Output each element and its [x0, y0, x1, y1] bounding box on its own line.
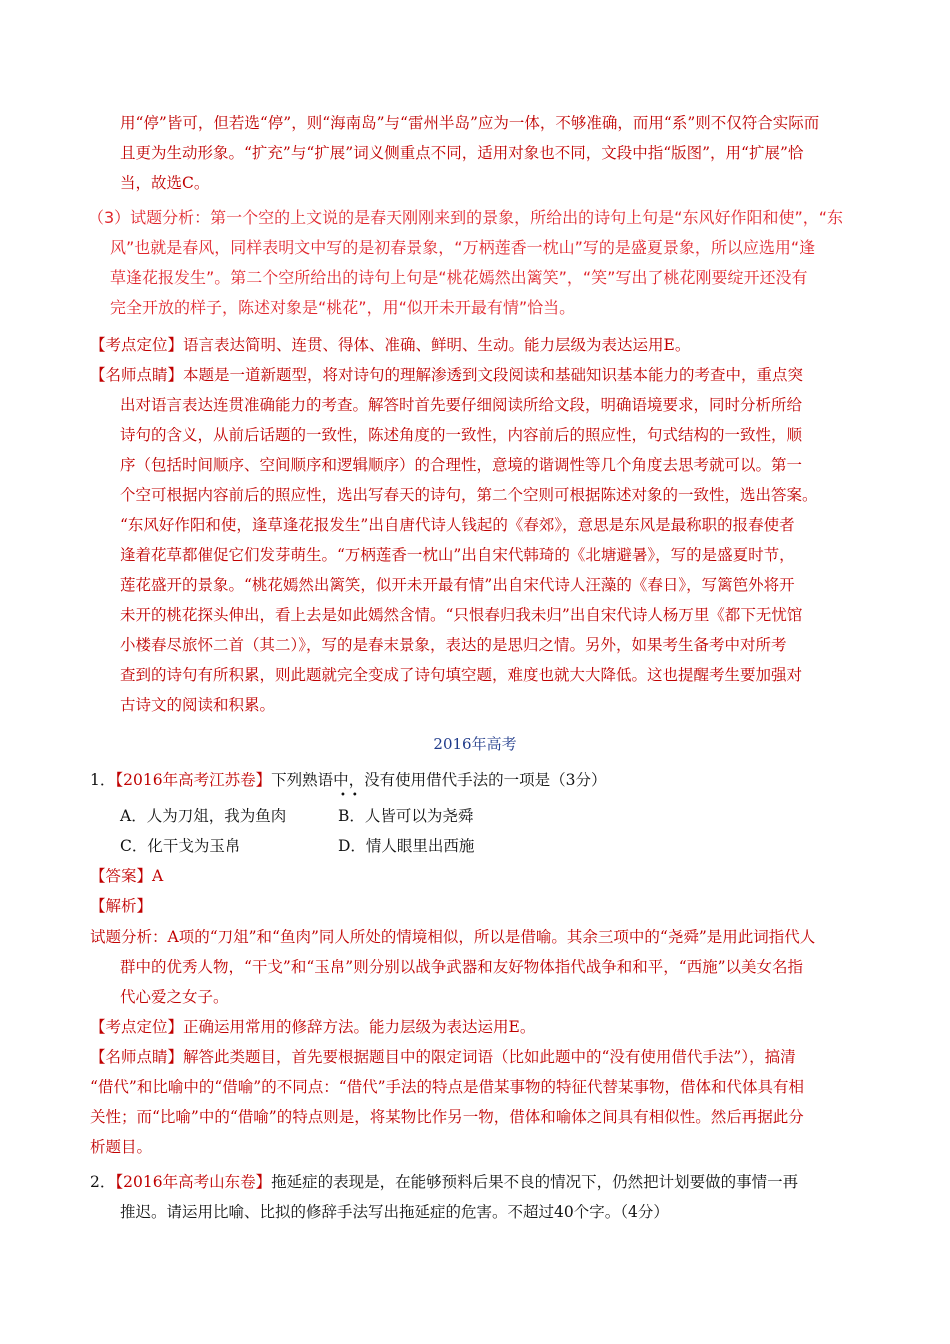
option-b: B．人皆可以为尧舜 [338, 807, 474, 825]
text-line: 完全开放的样子，陈述对象是“桃花”，用“似开未开最有情”恰当。 [110, 298, 576, 317]
text-line: 群中的优秀人物，“干戈”和“玉帛”则分别以战争武器和友好物体指代战争和和平，“西施”以美女名指 [120, 958, 804, 976]
question-source: 【2016年高考江苏卷】 [115, 771, 272, 789]
option-a: A．人为刀俎，我为鱼肉 [120, 807, 287, 825]
question-2 [90, 1167, 870, 1227]
key-point-1: 【考点定位】语言表达简明、连贯、得体、准确、鲜明、生动。能力层级为表达运用E。 [90, 336, 691, 354]
question-stem-line: 拖延症的表现是，在能够预料后果不良的情况下，仍然把计划要做的事情一再 [271, 1173, 799, 1191]
option-c: C．化干戈为玉帛 [120, 837, 241, 855]
answer: 【答案】A [90, 867, 164, 885]
text-line: 逢着花草都催促它们发芽萌生。“万柄莲香一枕山”出自宋代韩琦的《北塘避暑》，写的是盛夏时节， [120, 546, 795, 564]
text-line: 用“停”皆可，但若选“停”，则“海南岛”与“雷州半岛”应为一体，不够准确，而用“系”则不仅符合实际而 [120, 114, 820, 132]
text-line: 当，故选C。 [120, 174, 210, 192]
text-line: 古诗文的阅读和积累。 [120, 696, 276, 714]
text-line: 试题分析：A项的“刀俎”和“鱼肉”同人所处的情境相似，所以是借喻。其余三项中的“尧舜”是用此词指代人 [90, 928, 816, 946]
teacher-note-2 [90, 1042, 870, 1162]
text-line: 查到的诗句有所积累，则此题就完全变成了诗句填空题，难度也就大大降低。这也提醒考生要加强对 [120, 666, 803, 684]
text-line: 诗句的含义，从前后话题的一致性，陈述角度的一致性，内容前后的照应性，句式结构的一致性，顺 [120, 426, 803, 444]
text-line: 个空可根据内容前后的照应性，选出写春天的诗句，第二个空则可根据陈述对象的一致性，选出答案。 [120, 486, 818, 504]
text-line: 【名师点睛】解答此类题目，首先要根据题目中的限定词语（比如此题中的“没有使用借代手法”），搞清 [90, 1048, 796, 1066]
text-line: 莲花盛开的景象。“桃花嫣然出篱笑，似开未开最有情”出自宋代诗人汪藻的《春日》，写篱笆外将开 [120, 576, 795, 594]
text-line: 小楼春尽旅怀二首（其二）》，写的是春末景象，表达的是思归之情。另外，如果考生备考中对所考 [120, 636, 787, 654]
question-number: 1． [90, 771, 116, 789]
text-line: “借代”和比喻中的“借喻”的不同点：“借代”手法的特点是借某事物的特征代替某事物，借体和代体具有相 [90, 1078, 805, 1096]
teacher-note-1 [90, 360, 870, 720]
analysis-text [90, 922, 870, 1012]
text-line: 草逢花报发生”。第二个空所给出的诗句上句是“桃花嫣然出篱笑”，“笑”写出了桃花刚要绽开还没有 [110, 268, 808, 287]
text-line: 未开的桃花探头伸出，看上去是如此嫣然含情。“只恨春归我未归”出自宋代诗人杨万里《都下无忧馆 [120, 606, 803, 624]
text-line: 关性；而“比喻”中的“借喻”的特点则是，将某物比作另一物，借体和喻体之间具有相似性。然后再据此分 [90, 1108, 804, 1126]
text-line: 析题目。 [90, 1138, 153, 1156]
question-1 [90, 765, 870, 795]
text-line: “东风好作阳和使，逢草逢花报发生”出自唐代诗人钱起的《春郊》，意思是东风是最称职的报春使者 [120, 516, 795, 534]
question-stem-line: 推迟。请运用比喻、比拟的修辞手法写出拖延症的危害。不超过40个字。（4分） [120, 1203, 669, 1221]
text-line: 风”也就是春风，同样表明文中写的是初春景象，“万柄莲香一枕山”写的是盛夏景象，所以应选用“逢 [110, 238, 816, 257]
analysis-label: 【解析】 [90, 897, 153, 915]
key-point-2: 【考点定位】正确运用常用的修辞方法。能力层级为表达运用E。 [90, 1018, 536, 1036]
text-line: 代心爱之女子。 [120, 988, 229, 1006]
option-d: D．情人眼里出西施 [338, 837, 475, 855]
text-line: 且更为生动形象。“扩充”与“扩展”词义侧重点不同，适用对象也不同，文段中指“版图”，用“扩展”恰 [120, 144, 804, 162]
question-source: 【2016年高考山东卷】 [115, 1173, 272, 1191]
question-number: 2． [90, 1173, 116, 1191]
analysis-part3 [88, 203, 868, 323]
text-line: 出对语言表达连贯准确能力的考查。解答时首先要仔细阅读所给文段，明确语境要求，同时分析所给 [120, 396, 803, 414]
emphasis-dots: •• [340, 790, 364, 801]
analysis-continuation [90, 108, 900, 198]
section-heading: 2016年高考 [433, 735, 517, 753]
text-line: 序（包括时间顺序、空间顺序和逻辑顺序）的合理性，意境的谐调性等几个角度去思考就可以。第一 [120, 456, 803, 474]
text-line: （3）试题分析：第一个空的上文说的是春天刚刚来到的景象，所给出的诗句上句是“东风好作阳和使”，“东 [88, 208, 844, 227]
text-line: 【名师点睛】本题是一道新题型，将对诗句的理解渗透到文段阅读和基础知识基本能力的考查中，重点突 [90, 366, 804, 384]
question-stem: 下列熟语中，没有使用借代手法的一项是（3分） [271, 771, 607, 789]
